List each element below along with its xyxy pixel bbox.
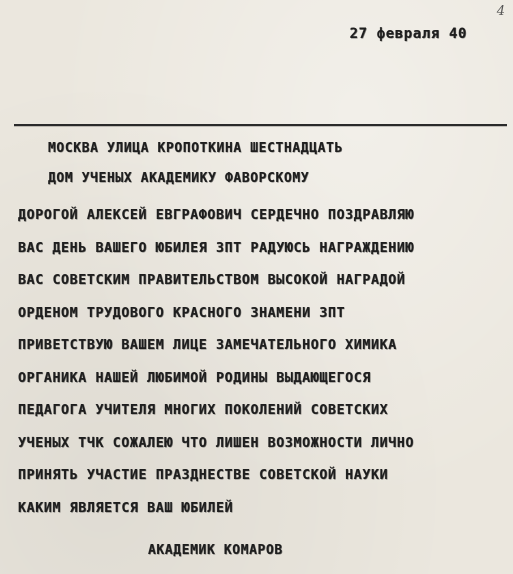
telegram-date: 27 февраля 40 [349,26,467,42]
header-divider [14,124,507,126]
body-line-3: ВАС СОВЕТСКИМ ПРАВИТЕЛЬСТВОМ ВЫСОКОЙ НАГРАДОЙ [18,273,406,288]
page-number: 4 [496,4,505,19]
body-line-5: ПРИВЕТСТВУЮ ВАШЕМ ЛИЦЕ ЗАМЕЧАТЕЛЬНОГО ХИМИКА [18,338,397,353]
address-line-2: ДОМ УЧЕНЫХ АКАДЕМИКУ ФАВОРСКОМУ [48,171,310,186]
body-line-4: ОРДЕНОМ ТРУДОВОГО КРАСНОГО ЗНАМЕНИ ЗПТ [18,305,346,321]
body-line-8: УЧЕНЫХ ТЧК СОЖАЛЕЮ ЧТО ЛИШЕН ВОЗМОЖНОСТИ ЛИЧНО [18,435,415,451]
body-line-1: ДОРОГОЙ АЛЕКСЕЙ ЕВГРАФОВИЧ СЕРДЕЧНО ПОЗДРАВЛЯЮ [18,208,415,223]
telegram-body [18,209,508,534]
address-line-1: МОСКВА УЛИЦА КРОПОТКИНА ШЕСТНАДЦАТЬ [48,141,343,156]
body-line-9: ПРИНЯТЬ УЧАСТИЕ ПРАЗДНЕСТВЕ СОВЕТСКОЙ НАУКИ [18,468,389,483]
body-line-6: ОРГАНИКА НАШЕЙ ЛЮБИМОЙ РОДИНЫ ВЫДАЮЩЕГОСЯ [18,370,372,386]
signature: АКАДЕМИК КОМАРОВ [148,543,283,558]
body-line-2: ВАС ДЕНЬ ВАШЕГО ЮБИЛЕЯ ЗПТ РАДУЮСЬ НАГРАЖДЕНИЮ [18,240,415,256]
body-line-10: КАКИМ ЯВЛЯЕТСЯ ВАШ ЮБИЛЕЙ [18,500,234,516]
body-line-7: ПЕДАГОГА УЧИТЕЛЯ МНОГИХ ПОКОЛЕНИЙ СОВЕТСКИХ [18,403,389,418]
